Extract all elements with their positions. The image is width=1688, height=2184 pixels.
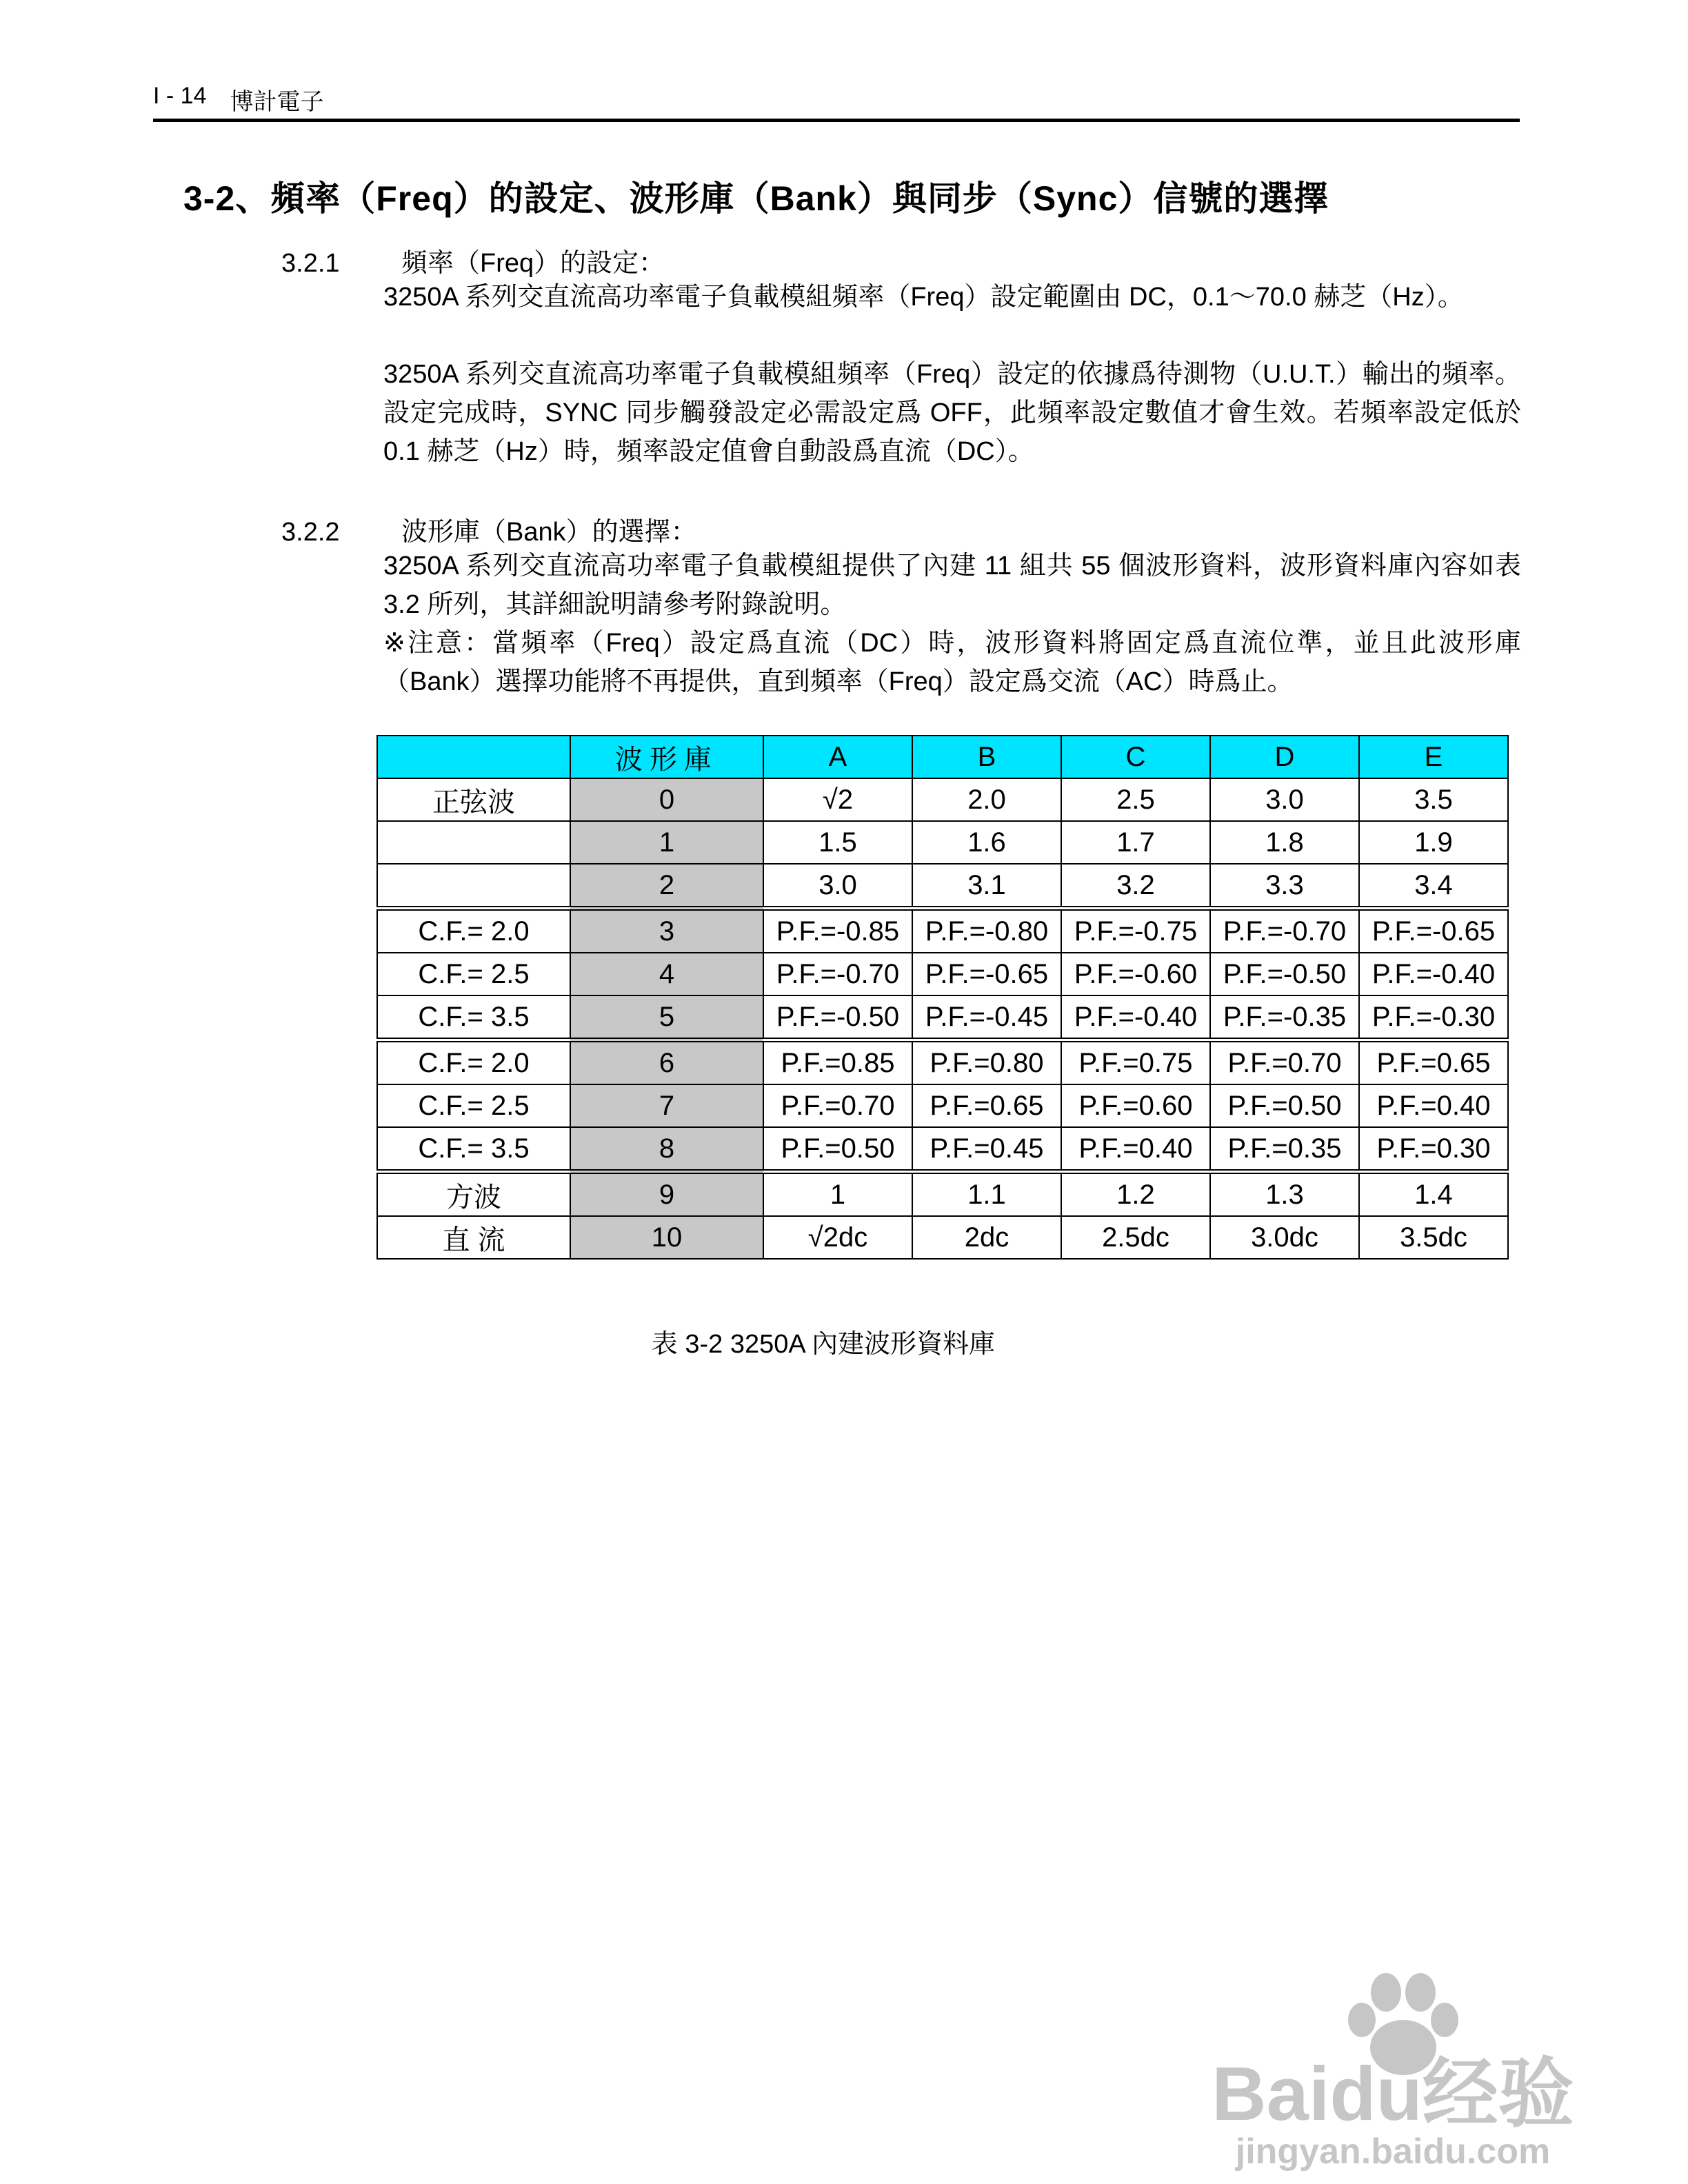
waveform-value-cell: P.F.=-0.70 <box>763 953 912 995</box>
waveform-value-cell: 2dc <box>912 1216 1061 1259</box>
bank-number-cell: 9 <box>570 1172 763 1217</box>
page-header <box>153 83 323 117</box>
waveform-type-cell <box>377 821 570 864</box>
subsection-title: 頻率（Freq）的設定： <box>401 249 665 278</box>
waveform-value-cell: 2.0 <box>912 778 1061 821</box>
waveform-value-cell: P.F.=-0.65 <box>912 953 1061 995</box>
table-header-cell: B <box>912 736 1061 778</box>
table-caption <box>0 1322 1688 1360</box>
baidu-watermark <box>1186 1944 1586 2172</box>
section-title: 3-2、頻率（Freq）的設定、波形庫（Bank）與同步（Sync）信號的選擇 <box>183 179 1329 218</box>
waveform-value-cell: 1.7 <box>1061 821 1210 864</box>
waveform-value-cell: P.F.=0.50 <box>1210 1084 1359 1127</box>
bank-number-cell: 8 <box>570 1127 763 1172</box>
table-row <box>377 1040 1508 1085</box>
waveform-type-cell: C.F.= 2.0 <box>377 909 570 953</box>
waveform-value-cell: 1.1 <box>912 1172 1061 1217</box>
bank-number-cell: 10 <box>570 1216 763 1259</box>
subsection-3-2-1-heading <box>281 241 665 279</box>
waveform-value-cell: P.F.=-0.40 <box>1061 995 1210 1040</box>
table-header-cell: C <box>1061 736 1210 778</box>
waveform-value-cell: 3.0 <box>1210 778 1359 821</box>
waveform-value-cell: P.F.=0.40 <box>1359 1084 1508 1127</box>
waveform-value-cell: 3.5dc <box>1359 1216 1508 1259</box>
paragraph-freq-basis: 3250A 系列交直流高功率電子負載模組頻率（Freq）設定的依據爲待測物（U.U.T.）輸出的頻率。設定完成時，SYNC 同步觸發設定必需設定爲 OFF，此頻率設定數值才會生效。若頻率設定低於 0.1 赫芝（Hz）時，頻率設定值會自動設爲直流（DC）。 <box>383 360 1521 466</box>
waveform-value-cell: P.F.=-0.45 <box>912 995 1061 1040</box>
waveform-value-cell: 2.5 <box>1061 778 1210 821</box>
waveform-value-cell: P.F.=0.45 <box>912 1127 1061 1172</box>
waveform-value-cell: P.F.=-0.35 <box>1210 995 1359 1040</box>
waveform-value-cell: 3.0dc <box>1210 1216 1359 1259</box>
table-header-cell: 波形庫 <box>570 736 763 778</box>
paragraph-bank-note: ※注意：當頻率（Freq）設定爲直流（DC）時，波形資料將固定爲直流位準，並且此波形庫（Bank）選擇功能將不再提供，直到頻率（Freq）設定爲交流（AC）時爲止。 <box>383 629 1521 696</box>
waveform-type-cell <box>377 864 570 909</box>
waveform-value-cell: 1.6 <box>912 821 1061 864</box>
waveform-value-cell: P.F.=-0.30 <box>1359 995 1508 1040</box>
waveform-value-cell: P.F.=-0.75 <box>1061 909 1210 953</box>
waveform-value-cell: 2.5dc <box>1061 1216 1210 1259</box>
table-row <box>377 1172 1508 1217</box>
waveform-value-cell: 1.3 <box>1210 1172 1359 1217</box>
waveform-value-cell: 1.8 <box>1210 821 1359 864</box>
subsection-3-2-2-heading <box>281 510 697 548</box>
waveform-value-cell: P.F.=0.70 <box>1210 1040 1359 1085</box>
waveform-value-cell: P.F.=0.60 <box>1061 1084 1210 1127</box>
bank-number-cell: 2 <box>570 864 763 909</box>
table-header-cell: E <box>1359 736 1508 778</box>
paragraph-freq-range: 3250A 系列交直流高功率電子負載模組頻率（Freq）設定範圍由 DC，0.1～70.0 赫芝（Hz）。 <box>383 283 1464 312</box>
table-row <box>377 909 1508 953</box>
waveform-value-cell: √2 <box>763 778 912 821</box>
waveform-value-cell: P.F.=-0.50 <box>763 995 912 1040</box>
table-header-cell: D <box>1210 736 1359 778</box>
paragraph-bank-intro: 3250A 系列交直流高功率電子負載模組提供了內建 11 組共 55 個波形資料，波形資料庫內容如表 3.2 所列，其詳細說明請參考附錄說明。 <box>383 552 1521 619</box>
waveform-value-cell: P.F.=-0.70 <box>1210 909 1359 953</box>
waveform-type-cell: C.F.= 3.5 <box>377 1127 570 1172</box>
waveform-type-cell: C.F.= 3.5 <box>377 995 570 1040</box>
waveform-value-cell: 3.3 <box>1210 864 1359 909</box>
waveform-value-cell: P.F.=0.40 <box>1061 1127 1210 1172</box>
waveform-value-cell: P.F.=0.35 <box>1210 1127 1359 1172</box>
waveform-value-cell: P.F.=0.50 <box>763 1127 912 1172</box>
table-row <box>377 1216 1508 1259</box>
table-header-cell: A <box>763 736 912 778</box>
waveform-value-cell: 3.0 <box>763 864 912 909</box>
waveform-value-cell: 1.4 <box>1359 1172 1508 1217</box>
bank-number-cell: 3 <box>570 909 763 953</box>
waveform-value-cell: P.F.=0.65 <box>1359 1040 1508 1085</box>
waveform-type-cell: C.F.= 2.5 <box>377 1084 570 1127</box>
waveform-value-cell: √2dc <box>763 1216 912 1259</box>
table-row <box>377 821 1508 864</box>
waveform-value-cell: P.F.=0.65 <box>912 1084 1061 1127</box>
watermark-url: jingyan.baidu.com <box>1235 2132 1551 2172</box>
waveform-value-cell: 1.2 <box>1061 1172 1210 1217</box>
waveform-value-cell: P.F.=-0.80 <box>912 909 1061 953</box>
waveform-value-cell: P.F.=-0.40 <box>1359 953 1508 995</box>
subsection-number: 3.2.2 <box>281 518 340 547</box>
header-rule <box>153 119 1520 122</box>
subsection-number: 3.2.1 <box>281 249 340 278</box>
waveform-value-cell: P.F.=0.75 <box>1061 1040 1210 1085</box>
table-row <box>377 864 1508 909</box>
waveform-value-cell: P.F.=0.70 <box>763 1084 912 1127</box>
table-row <box>377 1084 1508 1127</box>
waveform-value-cell: 1.5 <box>763 821 912 864</box>
table-row <box>377 953 1508 995</box>
waveform-value-cell: P.F.=0.85 <box>763 1040 912 1085</box>
waveform-value-cell: 3.4 <box>1359 864 1508 909</box>
waveform-value-cell: 3.5 <box>1359 778 1508 821</box>
bank-number-cell: 7 <box>570 1084 763 1127</box>
bank-number-cell: 4 <box>570 953 763 995</box>
subsection-title: 波形庫（Bank）的選擇： <box>401 518 697 547</box>
waveform-type-cell: 方波 <box>377 1172 570 1217</box>
waveform-value-cell: P.F.=0.80 <box>912 1040 1061 1085</box>
table-row <box>377 1127 1508 1172</box>
waveform-value-cell: P.F.=-0.85 <box>763 909 912 953</box>
waveform-value-cell: 3.1 <box>912 864 1061 909</box>
waveform-bank-table <box>376 735 1509 1260</box>
company-name: 博計電子 <box>230 89 324 115</box>
waveform-value-cell: P.F.=-0.65 <box>1359 909 1508 953</box>
paw-logo-icon <box>1186 1944 1586 2172</box>
waveform-type-cell: C.F.= 2.0 <box>377 1040 570 1085</box>
table-caption-text: 表 3-2 3250A 內建波形資料庫 <box>651 1330 996 1359</box>
waveform-value-cell: 3.2 <box>1061 864 1210 909</box>
waveform-value-cell: P.F.=-0.50 <box>1210 953 1359 995</box>
waveform-value-cell: P.F.=-0.60 <box>1061 953 1210 995</box>
watermark-brand: Baidu经验 <box>1212 2052 1574 2136</box>
waveform-type-cell: 正弦波 <box>377 778 570 821</box>
bank-number-cell: 0 <box>570 778 763 821</box>
waveform-value-cell: 1 <box>763 1172 912 1217</box>
bank-number-cell: 6 <box>570 1040 763 1085</box>
bank-number-cell: 5 <box>570 995 763 1040</box>
table-row <box>377 778 1508 821</box>
table-header-cell <box>377 736 570 778</box>
waveform-value-cell: 1.9 <box>1359 821 1508 864</box>
bank-number-cell: 1 <box>570 821 763 864</box>
waveform-type-cell: 直 流 <box>377 1216 570 1259</box>
page-number: I - 14 <box>153 83 207 109</box>
waveform-type-cell: C.F.= 2.5 <box>377 953 570 995</box>
table-row <box>377 995 1508 1040</box>
waveform-value-cell: P.F.=0.30 <box>1359 1127 1508 1172</box>
table-header-row <box>377 736 1508 778</box>
